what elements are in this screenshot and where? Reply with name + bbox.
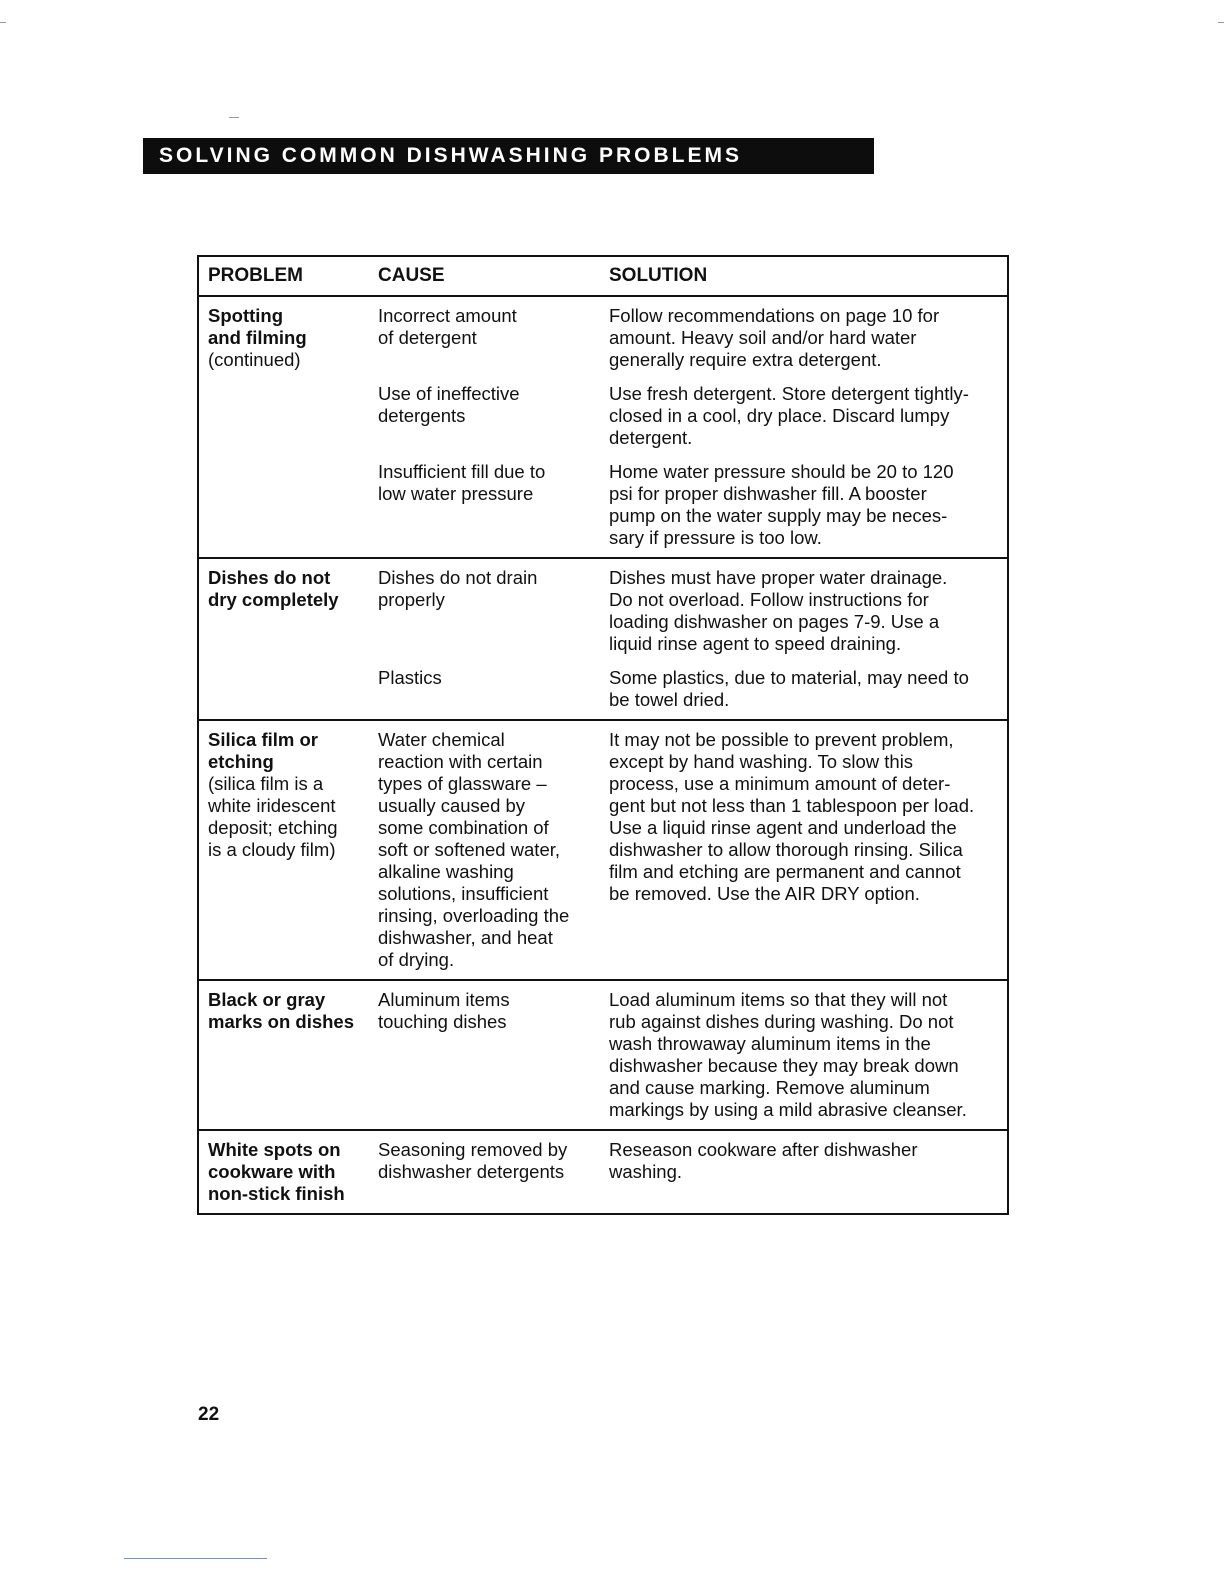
header-cause: CAUSE [378,265,445,286]
cause-text: Use of ineffective detergents [378,383,520,426]
problem-cell [199,729,369,971]
solution-cell [600,461,1007,549]
problem-group-not-dry [199,559,1007,721]
cause-text: Insufficient fill due to low water pressure [378,461,546,504]
problem-cell-empty [199,383,369,449]
problem-group-silica [199,721,1007,981]
cause-cell [369,461,600,549]
solution-text: It may not be possible to prevent problem, except by hand washing. To slow this process, use a minimum amount of deter- gent but not less than 1 tablespoon per load. Use a liquid rinse agent and underload the dishwasher to allow thorough rinsing. Silica film and etching are permanent and cannot be removed. Use the AIR DRY option. [609,729,975,904]
solution-cell [600,1139,1007,1205]
cause-text: Water chemical reaction with certain types of glassware – usually caused by some combination of soft or softened water, alkaline washing solutions, insufficient rinsing, overloading the dishwasher, and heat of drying. [378,729,570,970]
problem-title: Spotting and filming [208,305,307,348]
solution-text: Dishes must have proper water drainage. Do not overload. Follow instructions for loading dishwasher on pages 7-9. Use a liquid rinse agent to speed draining. [609,567,948,654]
table-row [199,305,1007,371]
header-problem: PROBLEM [208,265,303,286]
problem-note: (silica film is a white iridescent deposit; etching is a cloudy film) [208,773,338,860]
problem-group-marks [199,981,1007,1131]
cause-cell [369,989,600,1121]
table-row [199,729,1007,971]
problem-cell-empty [199,461,369,549]
header-solution: SOLUTION [609,265,708,286]
cause-cell [369,383,600,449]
cause-text: Aluminum items touching dishes [378,989,510,1032]
solution-text: Reseason cookware after dishwasher washing. [609,1139,918,1182]
table-row [199,989,1007,1121]
problem-group-spotting [199,297,1007,559]
solution-text: Use fresh detergent. Store detergent tightly- closed in a cool, dry place. Discard lumpy detergent. [609,383,969,448]
cause-cell [369,729,600,971]
solution-cell [600,667,1007,711]
solution-text: Home water pressure should be 20 to 120 psi for proper dishwasher fill. A booster pump on the water supply may be neces- sary if pressure is too low. [609,461,954,548]
problem-title: Dishes do not dry completely [208,567,339,610]
table-row [199,567,1007,655]
problem-cell [199,989,369,1121]
page-number: 22 [198,1404,220,1425]
problem-cell-empty [199,667,369,711]
solution-cell [600,383,1007,449]
problem-cell [199,1139,369,1205]
problem-title: Black or gray marks on dishes [208,989,355,1032]
table-row [199,383,1007,449]
table-row [199,667,1007,711]
cause-cell [369,567,600,655]
solution-text: Some plastics, due to material, may need to be towel dried. [609,667,969,710]
section-banner: SOLVING COMMON DISHWASHING PROBLEMS [143,138,874,174]
cause-text: Dishes do not drain properly [378,567,538,610]
cause-cell [369,1139,600,1205]
problem-cell [199,567,369,655]
solution-cell [600,729,1007,971]
problem-group-white-spots [199,1131,1007,1213]
table-row [199,461,1007,549]
cause-cell [369,305,600,371]
problem-title: Silica film or etching [208,729,319,772]
cause-text: Plastics [378,667,442,688]
problem-note: (continued) [208,349,301,370]
table-header-row [199,257,1007,297]
scan-mark [0,22,6,23]
solution-text: Load aluminum items so that they will not rub against dishes during washing. Do not wash throwaway aluminum items in the dishwasher because they may break down and cause marking. Remove aluminum markings by using a mild abrasive cleanser. [609,989,967,1120]
scan-mark [229,117,239,118]
solution-text: Follow recommendations on page 10 for amount. Heavy soil and/or hard water generally require extra detergent. [609,305,940,370]
cause-cell [369,667,600,711]
scan-mark [1218,22,1224,23]
solution-cell [600,305,1007,371]
footer-rule [124,1558,267,1559]
cause-text: Incorrect amount of detergent [378,305,517,348]
troubleshooting-table [197,255,1009,1215]
table-row [199,1139,1007,1205]
problem-title: White spots on cookware with non-stick finish [208,1139,345,1204]
solution-cell [600,567,1007,655]
problem-cell [199,305,369,371]
cause-text: Seasoning removed by dishwasher detergents [378,1139,568,1182]
solution-cell [600,989,1007,1121]
